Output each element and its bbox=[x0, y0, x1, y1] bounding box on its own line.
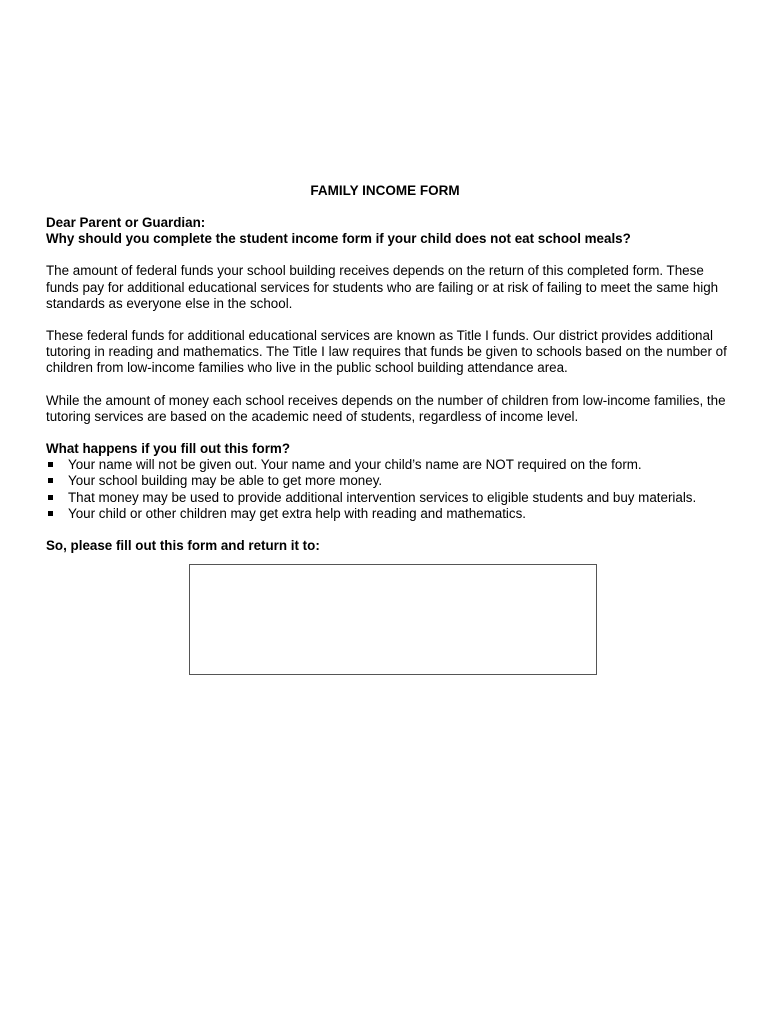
list-item-text: That money may be used to provide additional intervention services to eligible students and buy materials. bbox=[68, 489, 697, 505]
question-heading: Why should you complete the student income form if your child does not eat school meals? bbox=[46, 231, 631, 247]
form-title: FAMILY INCOME FORM bbox=[310, 183, 460, 198]
square-bullet-icon bbox=[48, 511, 53, 516]
square-bullet-icon bbox=[48, 495, 53, 500]
paragraph-title-one: These federal funds for additional educational services are known as Title I funds. Our district provides additional tutoring in reading and mathematics. The Title I law requires that funds be given to schools based on the number of children from low-income families who live in the public school building attendance area. bbox=[46, 328, 727, 376]
form-body bbox=[46, 215, 736, 554]
spacer bbox=[46, 425, 736, 441]
square-bullet-icon bbox=[48, 478, 53, 483]
list-item-text: Your name will not be given out. Your name and your child’s name are NOT required on the form. bbox=[68, 457, 642, 473]
list-item-text: Your school building may be able to get more money. bbox=[68, 473, 383, 489]
list-item-text: Your child or other children may get extra help with reading and mathematics. bbox=[68, 505, 527, 521]
benefits-list bbox=[46, 457, 736, 522]
square-bullet-icon bbox=[48, 462, 53, 467]
list-item bbox=[46, 506, 736, 522]
greeting: Dear Parent or Guardian: bbox=[46, 215, 206, 230]
return-instruction: So, please fill out this form and return it to: bbox=[46, 538, 320, 554]
spacer bbox=[46, 312, 736, 328]
spacer bbox=[46, 247, 736, 263]
return-address-box bbox=[189, 564, 597, 675]
paragraph-academic-need: While the amount of money each school receives depends on the number of children from low-income families, the tutoring services are based on the academic need of students, regardless of income level. bbox=[46, 392, 726, 424]
spacer bbox=[46, 377, 736, 393]
list-item bbox=[46, 473, 736, 489]
list-item bbox=[46, 490, 736, 506]
list-item bbox=[46, 457, 736, 473]
what-happens-heading: What happens if you fill out this form? bbox=[46, 441, 290, 457]
spacer bbox=[46, 522, 736, 538]
paragraph-funds: The amount of federal funds your school building receives depends on the return of this completed form. These funds pay for additional educational services for students who are failing or at risk of failing to meet the same high standards as everyone else in the school. bbox=[46, 263, 719, 311]
